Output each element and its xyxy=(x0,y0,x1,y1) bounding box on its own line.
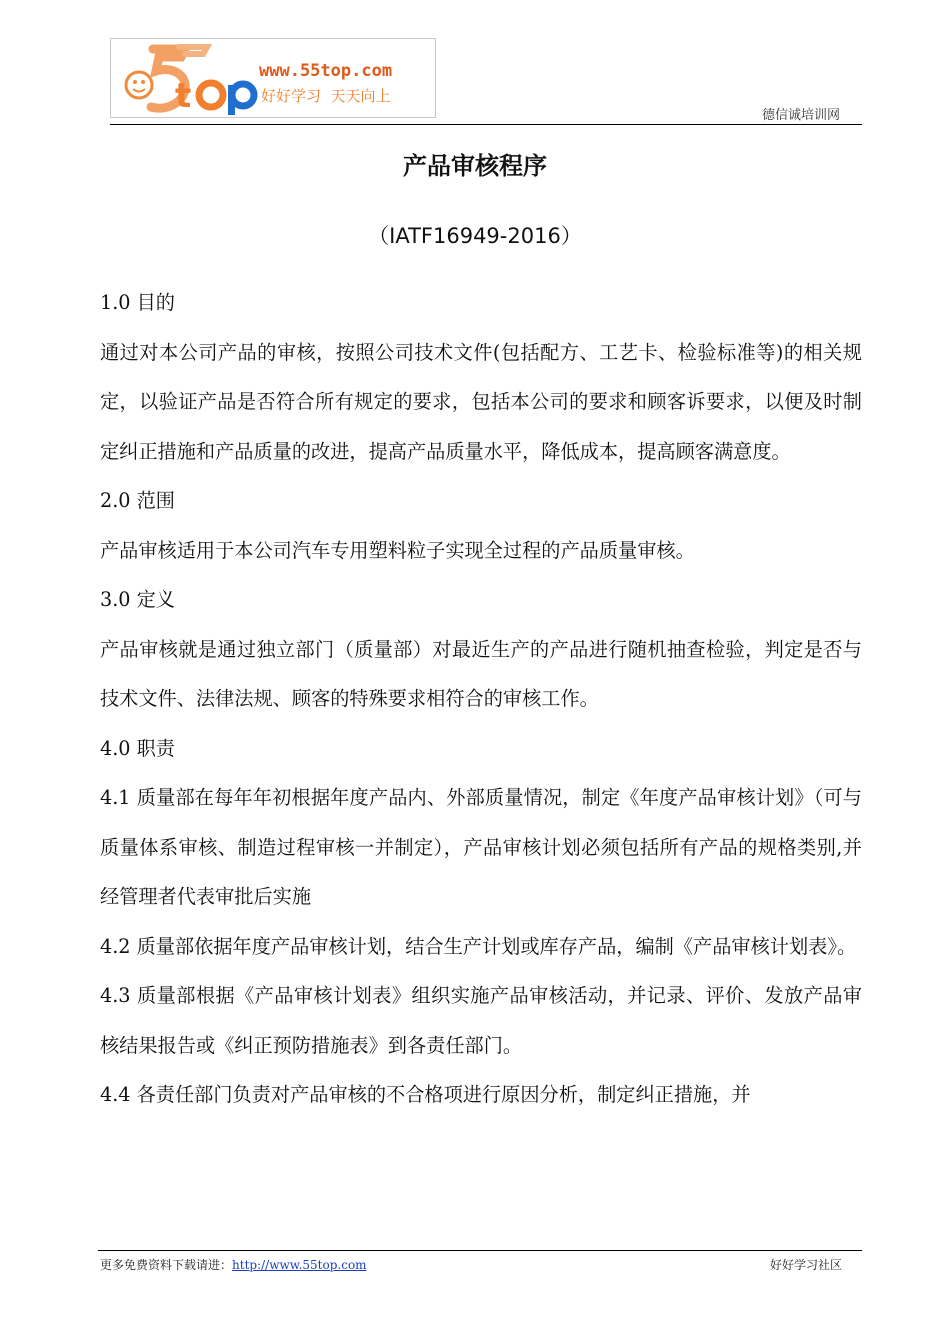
footer-download-note xyxy=(100,1256,367,1273)
body-paragraph: 产品审核就是通过独立部门（质量部）对最近生产的产品进行随机抽查检验，判定是否与技术文件、法律法规、顾客的特殊要求相符合的审核工作。 xyxy=(100,637,862,710)
footer-community: 好好学习社区 xyxy=(769,1258,842,1272)
section-heading: 1.0 目的 xyxy=(100,291,175,314)
body-paragraph: 4.1 质量部在每年年初根据年度产品内、外部质量情况，制定《年度产品审核计划》（可与质量体系审核、制造过程审核一并制定），产品审核计划必须包括所有产品的规格类别,并经管理者代表审批后实施 xyxy=(100,786,862,908)
footer-link[interactable]: http://www.55top.com xyxy=(232,1258,367,1272)
header-divider xyxy=(110,124,862,125)
footer-divider xyxy=(98,1250,862,1251)
svg-text:t: t xyxy=(175,76,192,116)
section-heading: 3.0 定义 xyxy=(100,588,175,611)
document-subtitle: （IATF16949-2016） xyxy=(368,224,582,248)
logo-url-text: www.55top.com xyxy=(259,61,393,81)
logo xyxy=(110,38,436,118)
body-paragraph: 4.2 质量部依据年度产品审核计划，结合生产计划或库存产品，编制《产品审核计划表》。 xyxy=(100,934,857,958)
logo-mark-icon xyxy=(115,41,265,117)
document-body xyxy=(100,278,862,1120)
body-paragraph: 4.3 质量部根据《产品审核计划表》组织实施产品审核活动，并记录、评价、发放产品审核结果报告或《纠正预防措施表》到各责任部门。 xyxy=(100,984,862,1057)
body-paragraph: 4.4 各责任部门负责对产品审核的不合格项进行原因分析，制定纠正措施，并 xyxy=(100,1083,751,1106)
section-heading: 2.0 范围 xyxy=(100,489,175,512)
body-paragraph: 产品审核适用于本公司汽车专用塑料粒子实现全过程的产品质量审核。 xyxy=(100,538,695,562)
section-heading: 4.0 职责 xyxy=(100,736,175,760)
footer-label: 更多免费资料下载请进： xyxy=(100,1258,233,1272)
logo-slogan-text: 好好学习 天天向上 xyxy=(261,87,391,105)
header-site-name: 德信诚培训网 xyxy=(761,108,840,123)
body-paragraph: 通过对本公司产品的审核，按照公司技术文件(包括配方、工艺卡、检验标准等)的相关规定，以验证产品是否符合所有规定的要求，包括本公司的要求和顾客诉要求，以便及时制定纠正措施和产品质量的改进，提高产品质量水平，降低成本，提高顾客满意度。 xyxy=(100,340,862,463)
document-title: 产品审核程序 xyxy=(403,152,547,180)
